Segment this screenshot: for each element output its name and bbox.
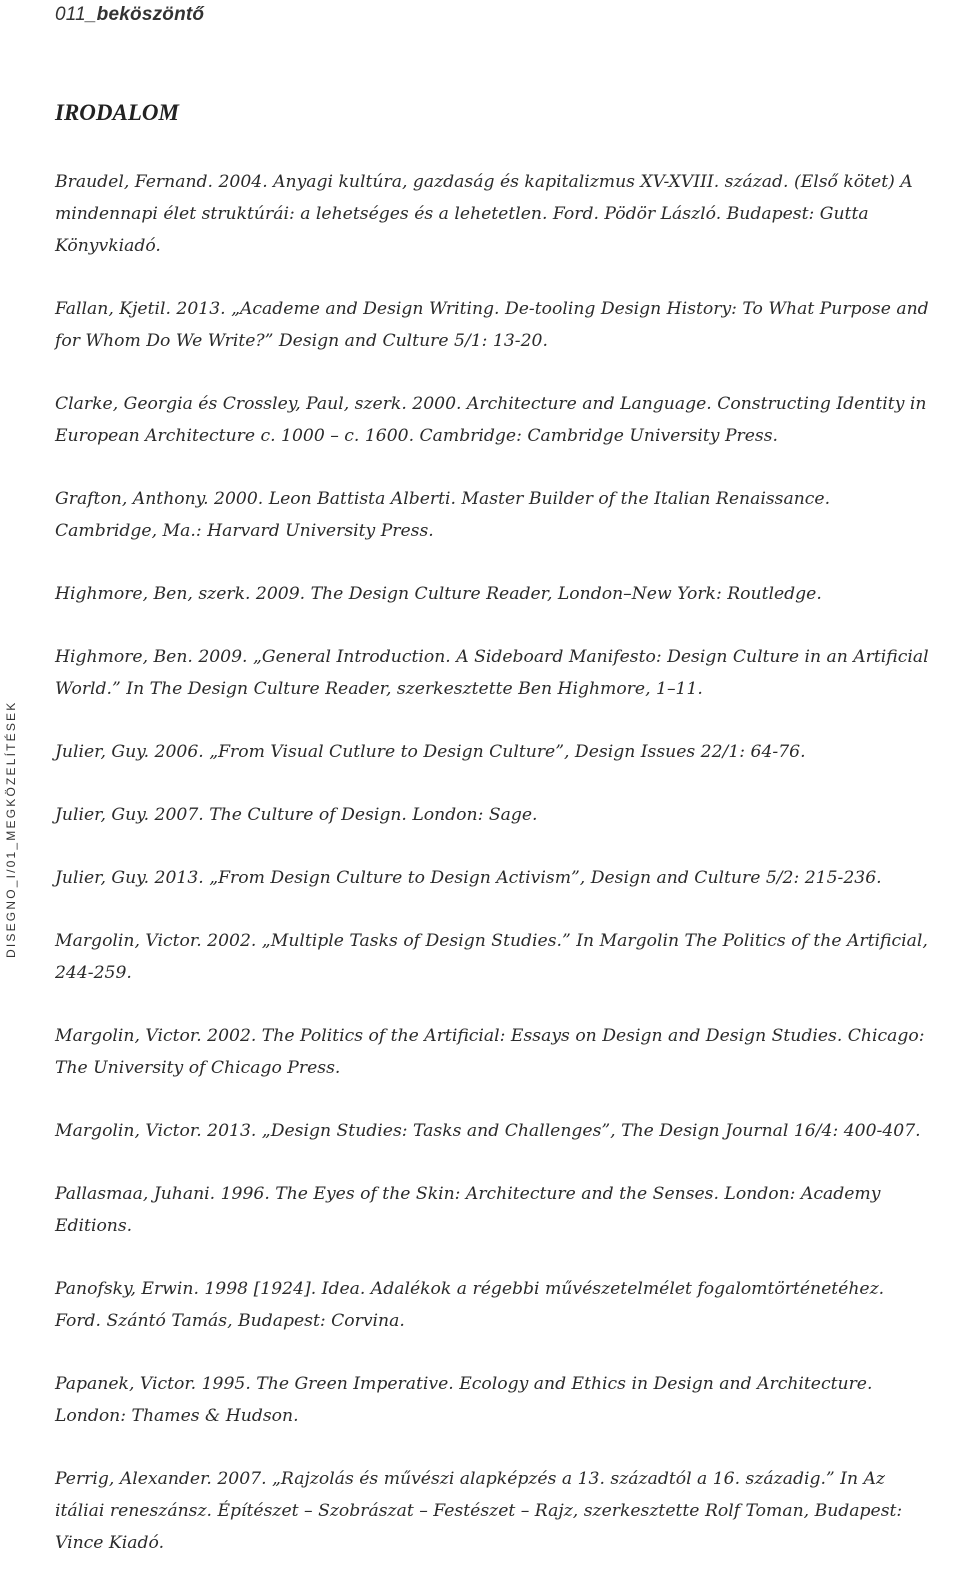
reference-item: Panofsky, Erwin. 1998 [1924]. Idea. Adalékok a régebbi művészetelmélet fogalomtörténetéhez. Ford. Szántó Tamás, Budapest: Corvina. [55, 1279, 885, 1331]
reference-item: Grafton, Anthony. 2000. Leon Battista Alberti. Master Builder of the Italian Renaissance. Cambridge, Ma.: Harvard University Press. [55, 489, 831, 541]
reference-item: Papanek, Victor. 1995. The Green Imperative. Ecology and Ethics in Design and Architecture. London: Thames & Hudson. [55, 1374, 873, 1426]
reference-item: Perrig, Alexander. 2007. „Rajzolás és művészi alapképzés a 13. századtól a 16. századig.” In Az itáliai reneszánsz. Építészet – Szobrászat – Festészet – Rajz, szerkesztette Rolf Toman, Budapest: Vince Kiadó. [55, 1469, 903, 1553]
running-header-prefix: 011_ [55, 4, 97, 25]
reference-item: Fallan, Kjetil. 2013. „Academe and Design Writing. De-tooling Design History: To What Purpose and for Whom Do We Write?” Design and Culture 5/1: 13-20. [55, 299, 929, 351]
reference-item: Julier, Guy. 2013. „From Design Culture to Design Activism”, Design and Culture 5/2: 215-236. [55, 868, 882, 888]
reference-item: Pallasmaa, Juhani. 1996. The Eyes of the Skin: Architecture and the Senses. London: Academy Editions. [55, 1184, 881, 1236]
running-header [55, 4, 204, 26]
section-title: IRODALOM [55, 100, 179, 125]
reference-item: Braudel, Fernand. 2004. Anyagi kultúra, gazdaság és kapitalizmus XV-XVIII. század. (Első kötet) A mindennapi élet struktúrái: a lehetséges és a lehetetlen. Ford. Pödör László. Budapest: Gutta Könyvkiadó. [55, 172, 913, 256]
reference-item: Julier, Guy. 2007. The Culture of Design. London: Sage. [55, 805, 538, 825]
vertical-side-label: DISEGNO_I/01_MEGKÖZELÍTÉSEK [4, 700, 18, 958]
reference-item: Margolin, Victor. 2002. The Politics of the Artificial: Essays on Design and Design Studies. Chicago: The University of Chicago Press. [55, 1026, 925, 1078]
reference-item: Julier, Guy. 2006. „From Visual Cutlure to Design Culture”, Design Issues 22/1: 64-76. [55, 742, 806, 762]
reference-item: Clarke, Georgia és Crossley, Paul, szerk. 2000. Architecture and Language. Constructing Identity in European Architecture c. 1000 – c. 1600. Cambridge: Cambridge University Press. [55, 394, 927, 446]
reference-item: Margolin, Victor. 2002. „Multiple Tasks of Design Studies.” In Margolin The Politics of the Artificial, 244-259. [55, 931, 928, 983]
running-header-title: beköszöntő [96, 4, 205, 25]
reference-item: Highmore, Ben. 2009. „General Introduction. A Sideboard Manifesto: Design Culture in an Artificial World.” In The Design Culture Reader, szerkesztette Ben Highmore, 1–11. [55, 647, 929, 699]
reference-item: Margolin, Victor. 2013. „Design Studies: Tasks and Challenges”, The Design Journal 16/4: 400-407. [55, 1121, 921, 1141]
reference-item: Highmore, Ben, szerk. 2009. The Design Culture Reader, London–New York: Routledge. [55, 584, 822, 604]
reference-list [55, 166, 935, 1559]
